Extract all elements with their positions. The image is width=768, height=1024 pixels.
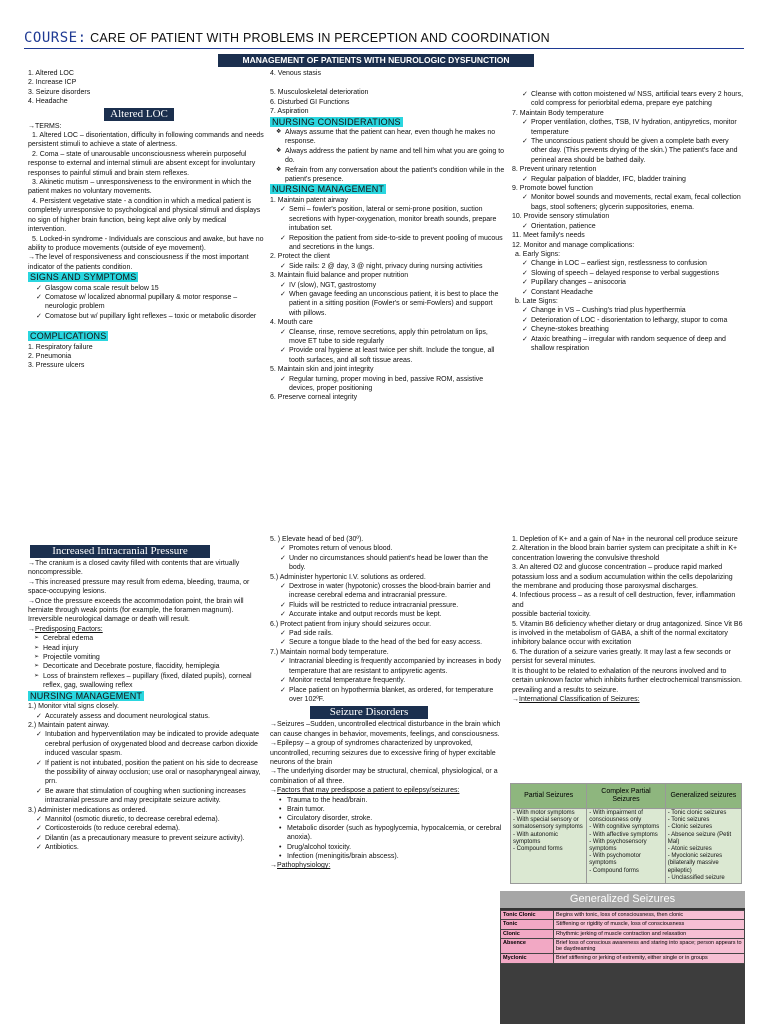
management-check: ✓ Provide oral hygiene at least twice per shift. Include the tongue, all tooth surfaces, and all soft tissue areas. (280, 346, 505, 365)
management-title: 2. Protect the client (270, 253, 330, 261)
sign-item: ✓ Comatose but w/ pupillary light reflexes – toxic or metabolic disorder (36, 312, 264, 321)
management-check: ✓ Monitor bowel sounds and movements, rectal exam, fecal collection bags, stool softeners; glycerin suppositories, enema. (522, 193, 744, 212)
management-check: ✓ Antibiotics. (36, 843, 264, 852)
table-header: Complex Partial Seizures (587, 784, 666, 809)
cell-line: - With psychomotor symptoms (589, 853, 641, 867)
seizure-factors-heading (270, 786, 505, 795)
cell-line: - Tonic seizures (667, 817, 710, 824)
table-row (511, 784, 742, 809)
pathophysiology-label: Pathophysiology: (277, 862, 331, 870)
management-title: 4. Mouth care (270, 319, 313, 327)
management-check: ✓ Monitor rectal temperature frequently. (280, 676, 505, 685)
seizure-factor: • Drug/alcohol toxicity. (278, 843, 505, 852)
terms-label: →TERMS: (28, 122, 62, 130)
table-header: Partial Seizures (511, 784, 587, 809)
seizure-classification-table (510, 783, 742, 884)
column-3-bottom (512, 535, 744, 704)
table-row (511, 809, 742, 884)
intl-classification-heading (512, 695, 744, 704)
table-cell (511, 809, 587, 884)
cell-line: - Myoclonic seizures (bilaterally massive epileptic) (667, 853, 723, 874)
management-title: 3.) Administer medications as ordered. (28, 806, 148, 814)
management-title: 10. Provide sensory stimulation (512, 213, 610, 221)
term-item: 2. Coma – state of unarousable unconsciousness wherein purposeful response to external and internal stimuli are absent except for involuntary responses to painful stimuli and brain stem reflexes. (28, 150, 256, 177)
seizure-type: Tonic Clonic (501, 911, 554, 920)
term-item: 1. Altered LOC – disorientation, difficulty in following commands and needs persistent stimuli to achieve a state of alertness. (28, 132, 264, 149)
seizure-factor: • Metabolic disorder (such as hypoglycemia, hypocalcemia, or cerebral anoxia). (278, 824, 505, 843)
management-title: 5. Maintain skin and joint integrity (270, 366, 374, 374)
management-check: ✓ Secure a tongue blade to the head of the bed for easy access. (280, 638, 505, 647)
cell-line: - Unclassified seizure (667, 874, 725, 881)
management-title: 1.) Monitor vital signs closely. (28, 703, 119, 711)
management-title: 7. Maintain Body temperature (512, 109, 604, 117)
complication-item: 7. Aspiration (270, 108, 309, 116)
complication-item: 4. Venous stasis (270, 70, 321, 77)
seizure-paragraph: →Epilepsy – a group of syndromes characterized by unprovoked, uncontrolled, recurring seizures due to excessive firing of hyper excitable neurons of the brain (270, 740, 496, 766)
topic-item: 1. Altered LOC (28, 70, 74, 77)
late-sign: ✓ Change in VS – Cushing's triad plus hyperthermia (522, 306, 744, 315)
management-check: ✓ Place patient on hypothermia blanket, as ordered, for temperature over 102ºF. (280, 686, 505, 705)
management-check: ✓ Mannitol (osmotic diuretic, to decrease cerebral edema). (36, 815, 264, 824)
management-check: ✓ Regular palpation of bladder, IFC, bladder training (522, 175, 744, 184)
table-row (501, 954, 745, 963)
seizure-type: Tonic (501, 920, 554, 929)
arrow-icon: → (512, 695, 519, 703)
management-check: ✓ Orientation, patience (522, 222, 744, 231)
management-check: ✓ Semi – fowler's position, lateral or semi-prone position, suction secretions with hyper-oxygenation, monitor breath sounds, prepare intubation set. (280, 205, 505, 233)
arrow-icon: → (28, 625, 35, 633)
complication-item: 5. Musculoskeletal deterioration (270, 89, 369, 97)
management-check: ✓ Accurately assess and document neurological status. (36, 712, 264, 721)
column-3-top (512, 90, 744, 353)
seizure-banner: Seizure Disorders (310, 706, 428, 719)
icp-nursing-heading: NURSING MANAGEMENT (30, 690, 143, 701)
icp-paragraph: →This increased pressure may result from edema, bleeding, trauma, or space-occupying lesions. (28, 578, 250, 596)
seizure-type: Absence (501, 938, 554, 954)
seizure-description: Brief stiffening or jerking of extremity, either single or in groups (554, 954, 745, 963)
signs-heading: SIGNS AND SYMPTOMS (30, 272, 137, 283)
management-check: ✓ Intubation and hyperventilation may be indicated to provide adequate cerebral perfusion of oxygenated blood and decrease carbon dioxide induced vascular spasm. (36, 730, 264, 758)
complications-heading: COMPLICATIONS (30, 331, 107, 342)
course-header (24, 30, 744, 46)
management-check: ✓ Fluids will be restricted to reduce intracranial pressure. (280, 601, 505, 610)
column-2-top (270, 69, 505, 403)
cell-line: - With motor symptoms (513, 810, 575, 816)
seizure-type: Myclonic (501, 954, 554, 963)
sign-item: ✓ Comatose w/ localized abnormal pupillary & motor response – neurologic problem (36, 293, 264, 312)
cell-line: - With special sensory or somatosensory symptoms (513, 817, 583, 831)
management-title: 3. Maintain fluid balance and proper nutrition (270, 272, 409, 280)
management-check: ✓ Be aware that stimulation of coughing when suctioning increases intracranial pressure and may precipitate seizure activity. (36, 787, 264, 806)
seizure-factor: • Infection (meningitis/brain abscess). (278, 852, 505, 861)
management-check: ✓ Under no circumstances should patient's head be lower than the body. (280, 554, 505, 573)
table-row (501, 938, 745, 954)
patho-paragraph: It is thought to be related to exhalation of the neurons involved and to certain unknown factor which inhibits further electrochemical transmission. (512, 667, 742, 685)
cell-line: - With psychosensory symptoms (589, 838, 647, 853)
seizure-factor: • Brain tumor. (278, 805, 505, 814)
course-title: CARE OF PATIENT WITH PROBLEMS IN PERCEPTION AND COORDINATION (90, 31, 550, 45)
generalized-seizures-title: Generalized Seizures (500, 891, 745, 910)
management-check: ✓ When gavage feeding an unconscious patient, it is best to place the patient in a sitting position (Fowler's or semi-Fowlers) and support with pillows. (280, 290, 505, 318)
cell-line: - Clonic seizures (667, 824, 713, 831)
factor-item: ➢ Cerebral edema (34, 634, 264, 643)
cell-line: - Tonic clonic seizures (667, 810, 727, 816)
patho-paragraph: 2. Alteration in the blood brain barrier system can precipitate a shift in K+ concentration lowering the convulsive threshold (512, 545, 738, 562)
cell-line: - Atonic seizures (667, 846, 712, 853)
management-check: ✓ Corticosteroids (to reduce cerebral edema). (36, 824, 264, 833)
early-sign: ✓ Pupillary changes – anisocoria (522, 278, 744, 287)
management-check: ✓ If patient is not intubated, position the patient on his side to decrease the possibility of airway occlusion; use oral or nasopharyngeal airway, prn. (36, 759, 264, 787)
management-check: ✓ Regular turning, proper moving in bed, passive ROM, assistive devices, proper positioning (280, 375, 505, 394)
management-check: ✓ Proper ventilation, clothes, TSB, IV hydration, antipyretics, monitor temperature (522, 118, 744, 137)
early-sign: ✓ Slowing of speech – delayed response to verbal suggestions (522, 269, 744, 278)
early-sign: ✓ Constant Headache (522, 288, 744, 297)
generalized-seizures-table (500, 891, 745, 1024)
complication-item: 2. Pneumonia (28, 352, 72, 360)
late-sign: ✓ Cheyne-stokes breathing (522, 325, 744, 334)
management-check: ✓ IV (slow), NGT, gastrostomy (280, 281, 505, 290)
management-title: 1. Maintain patent airway (270, 196, 348, 204)
cell-line: - Absence seizure (Petit Mal) (667, 831, 732, 845)
arrow-icon: → (270, 787, 277, 795)
course-divider (24, 48, 744, 49)
term-item: 3. Akinetic mutism – unresponsiveness to the environment in which the patient makes no voluntary movements. (28, 179, 252, 196)
complication-item: 6. Disturbed GI Functions (270, 98, 350, 106)
topic-item: 2. Increase ICP (28, 79, 77, 87)
cell-line: - With affective symptoms (589, 831, 658, 838)
main-banner: MANAGEMENT OF PATIENTS WITH NEUROLOGIC DYSFUNCTION (218, 54, 534, 67)
icp-banner: Increased Intracranial Pressure (30, 545, 210, 558)
seizure-factor: • Circulatory disorder, stroke. (278, 814, 505, 823)
nursing-considerations-heading: NURSING CONSIDERATIONS (272, 116, 401, 127)
consideration-item: ❖ Always address the patient by name and tell him what you are going to do. (276, 147, 505, 166)
management-check: ✓ Cleanse with cotton moistened w/ NSS, artificial tears every 2 hours, cold compress for periorbital edema, prepare eye patching (522, 90, 744, 109)
term-item: 5. Locked-in syndrome - Individuals are conscious and awake, but have no ability to produce movements (outside of eye movement). (28, 235, 264, 252)
management-title: 7.) Maintain normal body temperature. (270, 648, 389, 656)
factor-item: ➢ Projectile vomiting (34, 653, 264, 662)
loc-note: →The level of responsiveness and consciousness if the most important indicator of the patients condition. (28, 254, 249, 271)
table-header: Generalized seizures (665, 784, 741, 809)
patho-paragraph: prevailing and a results to seizure. (512, 686, 619, 694)
management-title: 9. Promote bowel function (512, 185, 593, 193)
management-check: ✓ Cleanse, rinse, remove secretions, apply thin petrolatum on lips, move ET tube to side regularly (280, 328, 505, 347)
patho-paragraph: 6. The duration of a seizure varies greatly. It may last a few seconds or persist for several minutes. (512, 648, 731, 666)
management-check: ✓ The unconscious patient should be given a complete bath every other day. (This prevents drying of the skin.) The patient's face and perineal area should be bathed daily. (522, 137, 744, 165)
factor-item: ➢ Head injury (34, 644, 264, 653)
seizure-description: Rhythmic jerking of muscle contraction and relaxation (554, 929, 745, 938)
icp-paragraph: →The cranium is a closed cavity filled with contents that are virtually noncompressible. (28, 560, 240, 577)
management-title: 5.) Administer hypertonic I.V. solutions as ordered. (270, 573, 426, 581)
management-check: ✓ Reposition the patient from side-to-side to prevent pooling of mucous and secretions in the lungs. (280, 234, 505, 253)
late-signs-label: b. Late Signs: (515, 297, 558, 305)
management-title: 2.) Maintain patent airway. (28, 721, 110, 729)
topic-item: 4. Headache (28, 98, 68, 106)
seizure-factors-label: Factors that may predispose a patient to epilepsy/seizures: (277, 787, 460, 795)
predisposing-heading (28, 625, 264, 634)
complication-item: 1. Respiratory failure (28, 343, 93, 351)
nursing-management-heading: NURSING MANAGEMENT (272, 184, 385, 195)
management-check: ✓ Accurate intake and output records must be kept. (280, 610, 505, 619)
patho-paragraph: 4. Infectious process – as a result of cell destruction, fever, inflammation and (512, 592, 736, 609)
management-title: 11. Meet family's needs (512, 232, 585, 240)
course-label: COURSE: (24, 30, 87, 46)
management-title: 12. Monitor and manage complications: (512, 241, 635, 249)
table-cell (587, 809, 666, 884)
column-1-bottom (28, 545, 264, 853)
management-check: ✓ Intracranial bleeding is frequently accompanied by increases in body temperature that are resistant to antipyretic agents. (280, 657, 505, 676)
late-sign: ✓ Deterioration of LOC - disorientation to lethargy, stupor to coma (522, 316, 744, 325)
management-check: ✓ Side rails: 2 @ day, 3 @ night, privacy during nursing activities (280, 262, 505, 271)
cell-line: - With cognitive symptoms (589, 824, 660, 831)
seizure-factor: • Trauma to the head/brain. (278, 796, 505, 805)
seizure-description: Stiffening or rigidity of muscle, loss of consciousness (554, 920, 745, 929)
seizure-description: Brief loss of conscious awareness and staring into space; person appears to be daydreaming (554, 938, 745, 954)
table-row (501, 929, 745, 938)
seizure-description: Begins with tonic, loss of consciousness, then clonic (554, 911, 745, 920)
cell-line: - With autonomic symptoms (513, 831, 559, 845)
seizure-paragraph: →The underlying disorder may be structural, chemical, physiological, or a combination of all three. (270, 768, 498, 785)
management-title: 8. Prevent urinary retention (512, 166, 597, 174)
cell-line: - Compound forms (513, 846, 563, 853)
column-1-top (28, 69, 264, 371)
term-item: 4. Persistent vegetative state - a condition in which a medical patient is completely unresponsive to psychological and physical stimuli and displays no sign of higher brain function, being kept alive only by medical intervention. (28, 197, 261, 234)
table-row (501, 911, 745, 920)
patho-paragraph: possible bacterial toxicity. (512, 611, 591, 619)
early-signs-label: a. Early Signs: (515, 250, 561, 258)
sign-item: ✓ Glasgow coma scale result below 15 (36, 284, 264, 293)
late-sign: ✓ Ataxic breathing – irregular with random sequence of deep and shallow respiration (522, 335, 744, 354)
factor-item: ➢ Loss of brainstem reflexes – pupillary (fixed, dilated pupils), corneal reflex, gag, swallowing reflex (34, 672, 264, 691)
icp-paragraph: →Once the pressure exceeds the accommodation point, the brain will herniate through weak points (for example, the foramen magnum). Irreversible neurological damage or death will result. (28, 597, 244, 624)
factor-item: ➢ Decorticate and Decebrate posture, flaccidity, hemiplegia (34, 662, 264, 671)
column-2-bottom (270, 535, 505, 871)
patho-paragraph: 5. Vitamin B6 deficiency whether dietary or drug antagonized. Since Vit B6 is involved in the metabolism of GABA, a shift of the normal excitatory inhibitory balance occur with excitation (512, 620, 743, 647)
management-check: ✓ Dilantin (as a precautionary measure to prevent seizure activity). (36, 834, 264, 843)
cell-line: - With impairment of consciousness only (589, 810, 643, 824)
altered-loc-banner: Altered LOC (104, 108, 174, 121)
management-title: 6. Preserve corneal integrity (270, 394, 358, 402)
consideration-item: ❖ Always assume that the patient can hear, even though he makes no response. (276, 128, 505, 147)
table-row (501, 920, 745, 929)
early-sign: ✓ Change in LOC – earliest sign, restlessness to confusion (522, 259, 744, 268)
pathophysiology-heading (270, 861, 505, 870)
patho-paragraph: 3. An altered O2 and glucose concentration – produce rapid marked potassium loss and a sodium accumulation within the cells depolarizing the membrane and producing those paroxysmal discharges. (512, 564, 733, 591)
table-cell (665, 809, 741, 884)
management-title: 6.) Protect patient from injury should seizures occur. (270, 620, 432, 628)
consideration-item: ❖ Refrain from any conversation about the patient's condition while in the patient's presence. (276, 166, 505, 185)
management-title: 5. ) Elevate head of bed (30º). (270, 536, 364, 543)
seizure-paragraph: →Seizures –Sudden, uncontrolled electrical disturbance in the brain which can cause changes in behavior, movements, feelings, and consciousness. (270, 721, 501, 738)
seizure-type: Clonic (501, 929, 554, 938)
topic-list (28, 69, 264, 107)
management-check: ✓ Pad side rails. (280, 629, 505, 638)
intl-classification-label: International Classification of Seizures: (519, 695, 640, 703)
predisposing-label: Predisposing Factors: (35, 625, 103, 633)
topic-item: 3. Seizure disorders (28, 88, 91, 96)
management-check: ✓ Dextrose in water (hypotonic) crosses the blood-brain barrier and increase cerebral edema and intracranial pressure. (280, 582, 505, 601)
arrow-icon: → (270, 862, 277, 870)
complication-item: 3. Pressure ulcers (28, 362, 85, 370)
patho-paragraph: 1. Depletion of K+ and a gain of Na+ in the neuronal cell produce seizure (512, 536, 738, 543)
cell-line: - Compound forms (589, 867, 639, 874)
management-check: ✓ Promotes return of venous blood. (280, 544, 505, 553)
